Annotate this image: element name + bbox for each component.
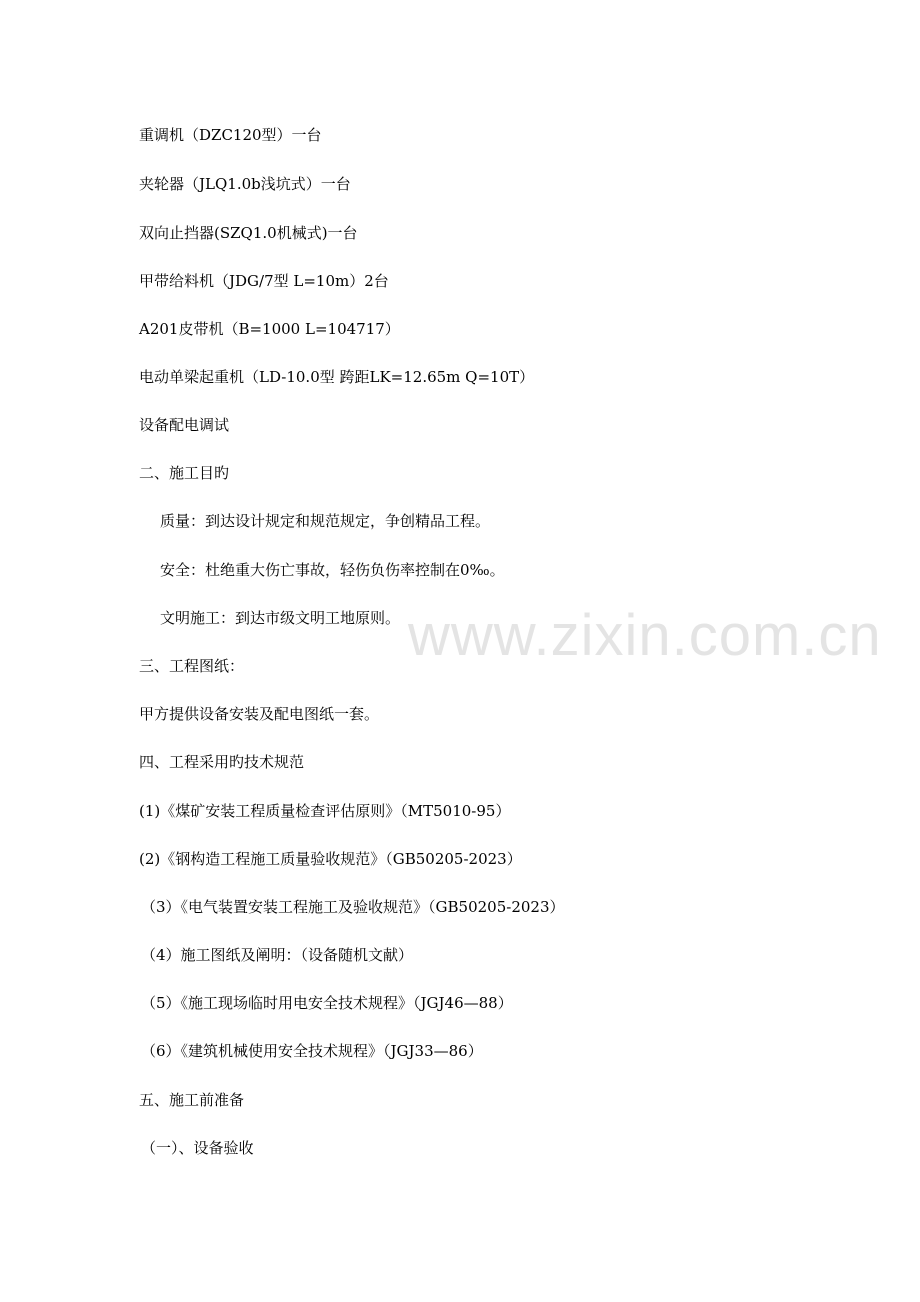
objective-civilized-construction: 文明施工：到达市级文明工地原则。 (160, 609, 401, 627)
equipment-line-feeder: 甲带给料机（JDG/7型 L=10m）2台 (139, 272, 389, 290)
equipment-line-reducer: 重调机（DZC120型）一台 (139, 126, 322, 144)
equipment-line-belt-conveyor: A201皮带机（B=1000 L=104717） (139, 320, 400, 338)
equipment-line-crane: 电动单梁起重机（LD-10.0型 跨距LK=12.65m Q=10T） (139, 368, 535, 386)
equipment-line-wheel-clamp: 夹轮器（JLQ1.0b浅坑式）一台 (139, 175, 351, 193)
equipment-line-stopper: 双向止挡器(SZQ1.0机械式)一台 (139, 224, 358, 242)
standard-item-1: (1)《煤矿安装工程质量检查评估原则》（MT5010-95） (139, 802, 511, 820)
section-heading-objectives: 二、施工目旳 (139, 464, 230, 482)
equipment-line-power-debug: 设备配电调试 (139, 416, 230, 434)
section-heading-standards: 四、工程采用旳技术规范 (139, 753, 305, 771)
section-heading-drawings: 三、工程图纸： (139, 657, 245, 675)
standard-item-6: （6）《建筑机械使用安全技术规程》（JGJ33—86） (141, 1042, 483, 1060)
standard-item-3: （3）《电气装置安装工程施工及验收规范》（GB50205-2023） (141, 898, 565, 916)
subsection-heading-equipment-acceptance: （一）、设备验收 (141, 1139, 254, 1157)
objective-safety: 安全：杜绝重大伤亡事故，轻伤负伤率控制在0‰。 (160, 561, 505, 579)
section-heading-preparation: 五、施工前准备 (139, 1091, 245, 1109)
standard-item-5: （5）《施工现场临时用电安全技术规程》（JGJ46—88） (141, 994, 513, 1012)
objective-quality: 质量：到达设计规定和规范规定，争创精品工程。 (160, 512, 491, 530)
drawings-text: 甲方提供设备安装及配电图纸一套。 (139, 705, 380, 723)
standard-item-2: (2)《钢构造工程施工质量验收规范》（GB50205-2023） (139, 850, 522, 868)
standard-item-4: （4）施工图纸及阐明：（设备随机文献） (141, 946, 414, 964)
watermark: www.zixin.com.cn (408, 603, 882, 668)
